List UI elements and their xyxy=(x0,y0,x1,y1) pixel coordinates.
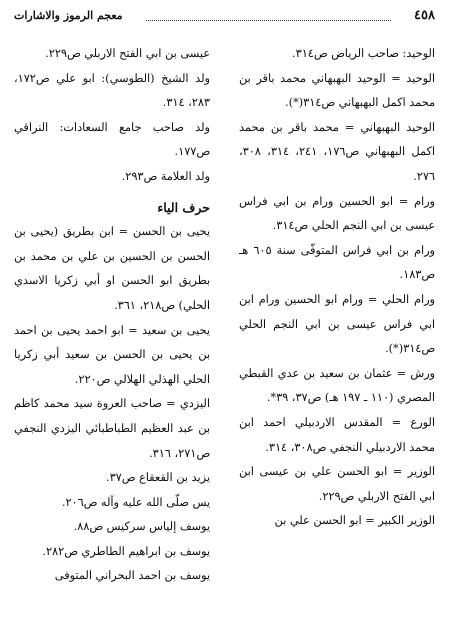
left-column xyxy=(14,42,210,589)
right-column xyxy=(239,42,435,534)
index-entry: الوحيد البهبهاني = محمد باقر بن محمد اكمل البهبهاني ص١٧٦، ٢٤١، ٣١٤، ٣٠٨، ٢٧٦. xyxy=(239,120,435,183)
index-entry: اليزدي = صاحب العروة سيد محمد كاظم بن عبد العظيم الطباطبائي اليزدي النجفي ص٢٧١، ٣١٦. xyxy=(14,397,210,460)
index-entry: ولد العلامة ص٢٩٣. xyxy=(121,169,210,183)
index-entry: يحيى بن الحسن = ابن بطريق (يحيى بن الحسن بن الحسين بن علي بن محمد بن بطريق ابو الحسن او أبي زكريا الاسدي الحلي) ص٢١٨، ٣٦١. xyxy=(14,225,210,312)
index-entry: الوحيد = الوحيد البهبهاني محمد باقر بن محمد اكمل البهبهاني ص٣١٤(*). xyxy=(239,71,435,110)
index-entry: يوسف بن احمد البحراني المتوفى xyxy=(54,569,210,583)
section-heading: حرف الياء xyxy=(157,199,210,215)
index-entry: الوزير = ابو الحسن علي بن عيسى ابن ابي الفتح الاربلي ص٢٢٩. xyxy=(239,465,435,503)
index-entry: يزيد بن القعقاع ص٣٧. xyxy=(105,471,210,485)
header-dotted-rule xyxy=(146,20,391,21)
index-entry: يوسف إلياس سركيس ص٨٨. xyxy=(73,520,210,534)
index-entry: الوزير الكبير = ابو الحسن علي بن xyxy=(274,514,435,528)
running-title: معجم الرموز والاشارات xyxy=(14,9,123,22)
page-number: ٤٥٨ xyxy=(414,8,435,23)
index-entry: ولد صاحب جامع السعادات: النراقي ص١٧٧. xyxy=(14,120,210,159)
index-entry: الورع = المقدس الاردبيلي احمد ابن محمد الاردبيلي النجفي ص٣٠٨، ٣١٤. xyxy=(239,415,435,454)
index-entry: ورام بن ابي فراس المتوفّى سنة ٦٠٥ هـ ص١٨٣. xyxy=(239,243,436,282)
index-entry: ورام الحلي = ورام ابو الحسين ورام ابن ابي فراس عيسى بن ابي النجم الحلي ص٣١٤(*). xyxy=(239,292,435,356)
index-entry: الوحيد: صاحب الرياض ص٣١٤. xyxy=(292,47,435,60)
index-entry: ورش = عثمان بن سعيد بن عدي القبطي المصري (١١٠ ـ ١٩٧ هـ) ص٣٧، ٣٩*. xyxy=(239,366,435,405)
index-entry: يس صلّى الله عليه وآله ص٢٠٦. xyxy=(61,495,210,509)
index-entry: يحيى بن سعيد = ابو احمد يحيى بن احمد بن يحيى بن الحسن بن سعيد أبي زكريا الحلي الهذلي الهلالي ص٢٢٠. xyxy=(14,323,210,386)
page-header xyxy=(14,8,435,30)
index-entry: يوسف بن ابراهيم الطاطري ص٢٨٢. xyxy=(42,544,210,558)
index-entry: عيسى بن ابي الفتح الاربلي ص٢٢٩. xyxy=(45,47,210,60)
index-entry: ولد الشيخ (الطوسي): ابو علي ص١٧٢، ٢٨٣، ٣١٤. xyxy=(14,71,210,110)
index-entry: ورام = ابو الحسين ورام بن ابي فراس عيسى بن ابي النجم الحلي ص٣١٤. xyxy=(239,194,435,233)
